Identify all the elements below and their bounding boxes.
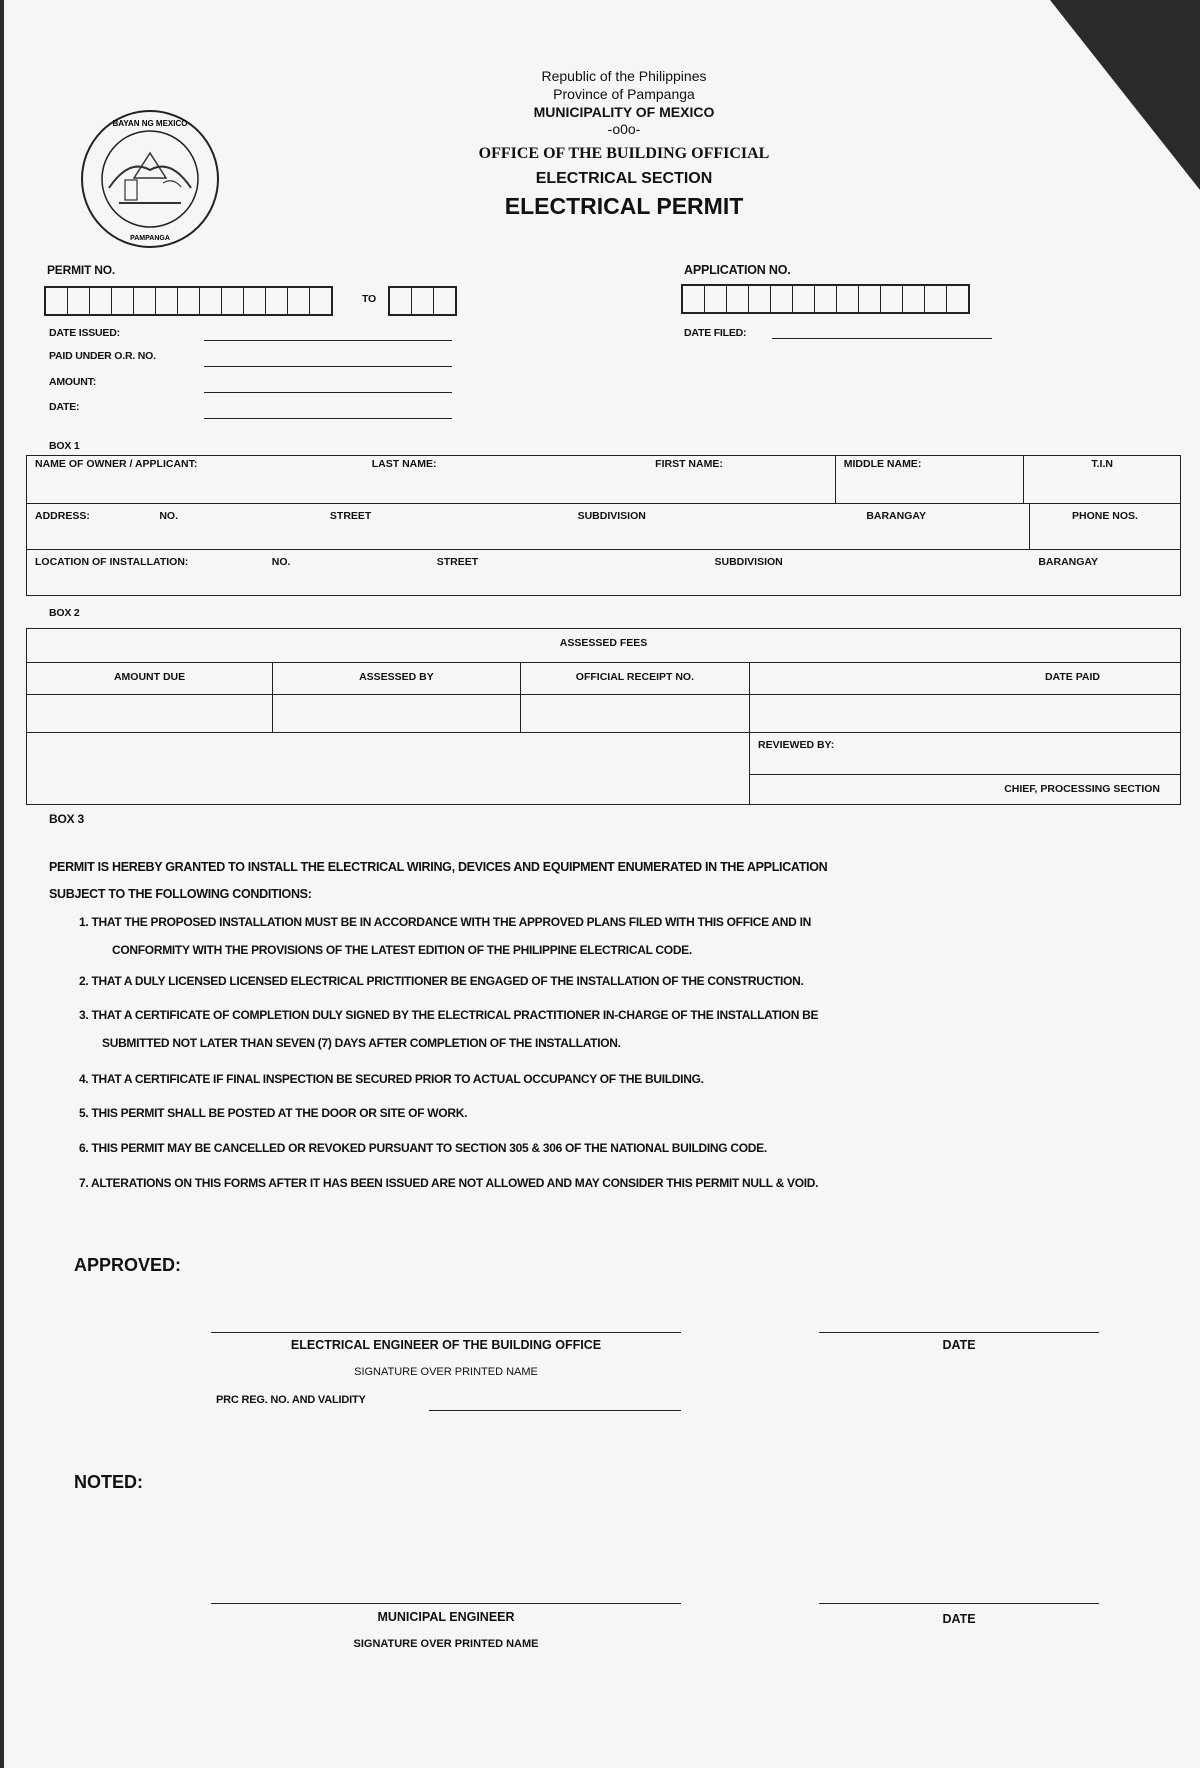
grant-intro-line2: SUBJECT TO THE FOLLOWING CONDITIONS: (49, 887, 312, 901)
tin-label[interactable]: T.I.N (1024, 456, 1181, 504)
approved-signature-caption: SIGNATURE OVER PRINTED NAME (354, 1366, 538, 1378)
municipal-engineer-label: MUNICIPAL ENGINEER (377, 1610, 515, 1624)
prc-label: PRC REG. NO. AND VALIDITY (216, 1394, 366, 1406)
permit-no-label: PERMIT NO. (47, 263, 116, 277)
condition-1a: 1. THAT THE PROPOSED INSTALLATION MUST BE IN ACCORDANCE WITH THE APPROVED PLANS FILED WITH THIS OFFICE AND IN (79, 915, 811, 929)
assessed-by-header: ASSESSED BY (273, 663, 521, 695)
owner-label: NAME OF OWNER / APPLICANT: (27, 456, 364, 504)
paid-under-label: PAID UNDER O.R. NO. (49, 350, 156, 362)
date-paid-header: DATE PAID (750, 663, 1181, 695)
divider-ornament: -o0o- (607, 121, 641, 137)
noted-date-line[interactable] (819, 1603, 1099, 1604)
condition-3a: 3. THAT A CERTIFICATE OF COMPLETION DULY SIGNED BY THE ELECTRICAL PRACTITIONER IN-CHARGE OF THE INSTALLATION BE (79, 1008, 819, 1022)
date-label: DATE: (49, 401, 80, 413)
address-street-label[interactable]: STREET (322, 504, 570, 550)
page-corner (1050, 0, 1200, 190)
application-no-label: APPLICATION NO. (684, 263, 791, 277)
last-name-label[interactable]: LAST NAME: (364, 456, 647, 504)
republic-line: Republic of the Philippines (541, 68, 707, 84)
date-field[interactable] (204, 418, 452, 419)
box1-label: BOX 1 (49, 440, 80, 452)
grant-intro-line1: PERMIT IS HEREBY GRANTED TO INSTALL THE ELECTRICAL WIRING, DEVICES AND EQUIPMENT ENUMERATED IN THE APPLICATION (49, 860, 828, 874)
reviewed-by-label[interactable]: REVIEWED BY: (750, 733, 1181, 775)
date-issued-field[interactable] (204, 340, 452, 341)
date-paid-cell[interactable] (750, 695, 1181, 733)
to-label: TO (362, 293, 376, 305)
approved-date-line[interactable] (819, 1332, 1099, 1333)
official-receipt-header: OFFICIAL RECEIPT NO. (520, 663, 749, 695)
condition-1b: CONFORMITY WITH THE PROVISIONS OF THE LATEST EDITION OF THE PHILIPPINE ELECTRICAL CODE. (112, 943, 692, 957)
condition-7: 7. ALTERATIONS ON THIS FORMS AFTER IT HAS BEEN ISSUED ARE NOT ALLOWED AND MAY CONSIDER THIS PERMIT NULL & VOID. (79, 1176, 819, 1190)
amount-due-cell[interactable] (27, 695, 273, 733)
municipal-seal-icon (79, 108, 221, 250)
office-title: OFFICE OF THE BUILDING OFFICIAL (478, 145, 770, 162)
noted-date-label: DATE (942, 1612, 976, 1626)
svg-text:PAMPANGA: PAMPANGA (130, 235, 170, 242)
location-street-label[interactable]: STREET (429, 550, 707, 596)
first-name-label[interactable]: FIRST NAME: (647, 456, 835, 504)
noted-signature-caption: SIGNATURE OVER PRINTED NAME (353, 1638, 539, 1650)
date-filed-label: DATE FILED: (684, 327, 747, 339)
phone-label[interactable]: PHONE NOS. (1029, 504, 1180, 550)
application-no-boxes[interactable] (681, 284, 970, 314)
noted-label: NOTED: (74, 1472, 143, 1492)
permit-no-to-boxes[interactable] (388, 286, 457, 316)
address-no-label[interactable]: NO. (151, 504, 322, 550)
address-subdivision-label[interactable]: SUBDIVISION (570, 504, 859, 550)
province-line: Province of Pampanga (553, 86, 695, 102)
noted-signature-line[interactable] (211, 1603, 681, 1604)
assessed-by-cell[interactable] (273, 695, 521, 733)
chief-processing-label: CHIEF, PROCESSING SECTION (750, 775, 1181, 805)
official-receipt-cell[interactable] (520, 695, 749, 733)
amount-due-header: AMOUNT DUE (27, 663, 273, 695)
condition-5: 5. THIS PERMIT SHALL BE POSTED AT THE DOOR OR SITE OF WORK. (79, 1106, 468, 1120)
box1-address-table (26, 503, 1181, 550)
condition-3b: SUBMITTED NOT LATER THAN SEVEN (7) DAYS AFTER COMPLETION OF THE INSTALLATION. (102, 1036, 621, 1050)
remarks-cell[interactable] (27, 733, 750, 805)
box3-label: BOX 3 (49, 812, 85, 826)
section-title: ELECTRICAL SECTION (535, 170, 713, 187)
condition-4: 4. THAT A CERTIFICATE IF FINAL INSPECTION BE SECURED PRIOR TO ACTUAL OCCUPANCY OF THE BUILDING. (79, 1072, 704, 1086)
approved-date-label: DATE (942, 1338, 976, 1352)
location-subdivision-label[interactable]: SUBDIVISION (706, 550, 1030, 596)
location-label: LOCATION OF INSTALLATION: (27, 550, 264, 596)
approved-signature-line[interactable] (211, 1332, 681, 1333)
address-label: ADDRESS: (27, 504, 152, 550)
amount-label: AMOUNT: (49, 376, 97, 388)
prc-field[interactable] (429, 1410, 681, 1411)
page-title: ELECTRICAL PERMIT (504, 193, 744, 219)
svg-text:BAYAN NG MEXICO: BAYAN NG MEXICO (112, 119, 188, 128)
box2-table (26, 628, 1181, 805)
permit-no-boxes[interactable] (44, 286, 333, 316)
address-barangay-label[interactable]: BARANGAY (858, 504, 1029, 550)
amount-field[interactable] (204, 392, 452, 393)
or-number-field[interactable] (204, 366, 452, 367)
location-no-label[interactable]: NO. (264, 550, 429, 596)
condition-2: 2. THAT A DULY LICENSED LICENSED ELECTRICAL PRICTITIONER BE ENGAGED OF THE INSTALLATION OF THE CONSTRUCTION. (79, 974, 804, 988)
permit-form-page (4, 0, 1200, 1768)
box2-label: BOX 2 (49, 607, 80, 619)
middle-name-label[interactable]: MIDDLE NAME: (835, 456, 1024, 504)
date-issued-label: DATE ISSUED: (49, 327, 120, 339)
condition-6: 6. THIS PERMIT MAY BE CANCELLED OR REVOKED PURSUANT TO SECTION 305 & 306 OF THE NATIONAL BUILDING CODE. (79, 1141, 767, 1155)
date-filed-field[interactable] (772, 338, 992, 339)
box1-table (26, 455, 1181, 504)
approved-label: APPROVED: (74, 1255, 182, 1275)
box1-location-table (26, 549, 1181, 596)
electrical-engineer-label: ELECTRICAL ENGINEER OF THE BUILDING OFFICE (290, 1338, 602, 1352)
assessed-fees-header: ASSESSED FEES (27, 629, 1181, 663)
location-barangay-label[interactable]: BARANGAY (1030, 550, 1180, 596)
municipality-line: MUNICIPALITY OF MEXICO (533, 104, 715, 120)
